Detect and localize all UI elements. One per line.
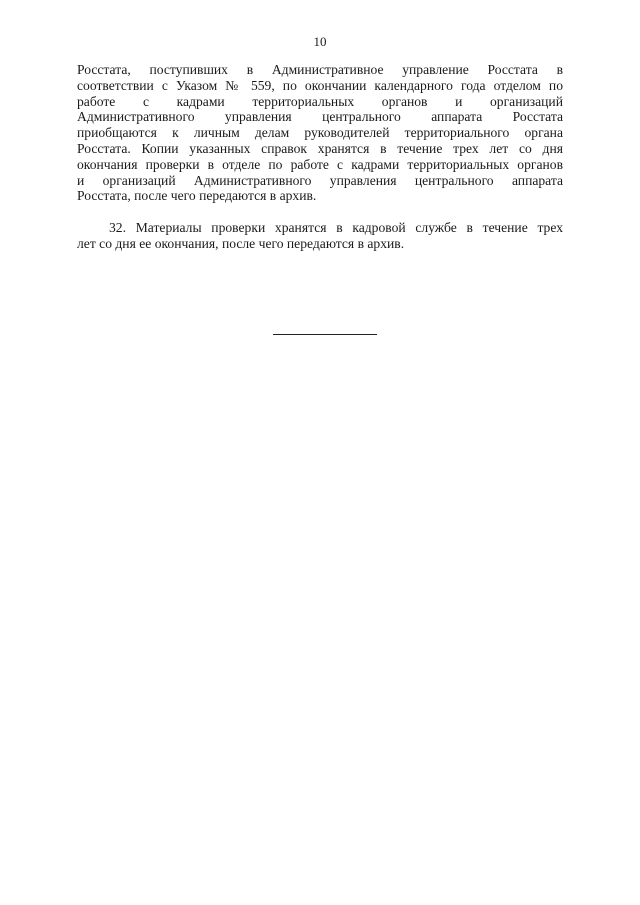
text-line: работе с кадрами территориальных органов и организаций [77, 93, 563, 109]
text-line: соответствии с Указом № 559, по окончании календарного года отделом по [77, 77, 563, 93]
paragraph-continuation [77, 62, 563, 204]
page-number: 10 [313, 34, 327, 49]
text-line: и организаций Административного управления центрального аппарата [77, 172, 563, 188]
text-line: Росстата. Копии указанных справок хранятся в течение трех лет со дня [77, 140, 563, 156]
paragraph-32 [77, 220, 563, 252]
text-line: приобщаются к личным делам руководителей территориального органа [77, 125, 563, 141]
text-line: Административного управления центрального аппарата Росстата [77, 109, 563, 125]
end-separator-line [273, 334, 377, 335]
text-line: Росстата, поступивших в Административное управление Росстата в [77, 62, 563, 77]
text-line: лет со дня ее окончания, после чего передаются в архив. [77, 235, 405, 251]
text-line: 32. Материалы проверки хранятся в кадровой службе в течение трех [109, 220, 563, 235]
text-line: Росстата, после чего передаются в архив. [77, 188, 317, 204]
text-line: окончания проверки в отделе по работе с кадрами территориальных органов [77, 156, 563, 172]
